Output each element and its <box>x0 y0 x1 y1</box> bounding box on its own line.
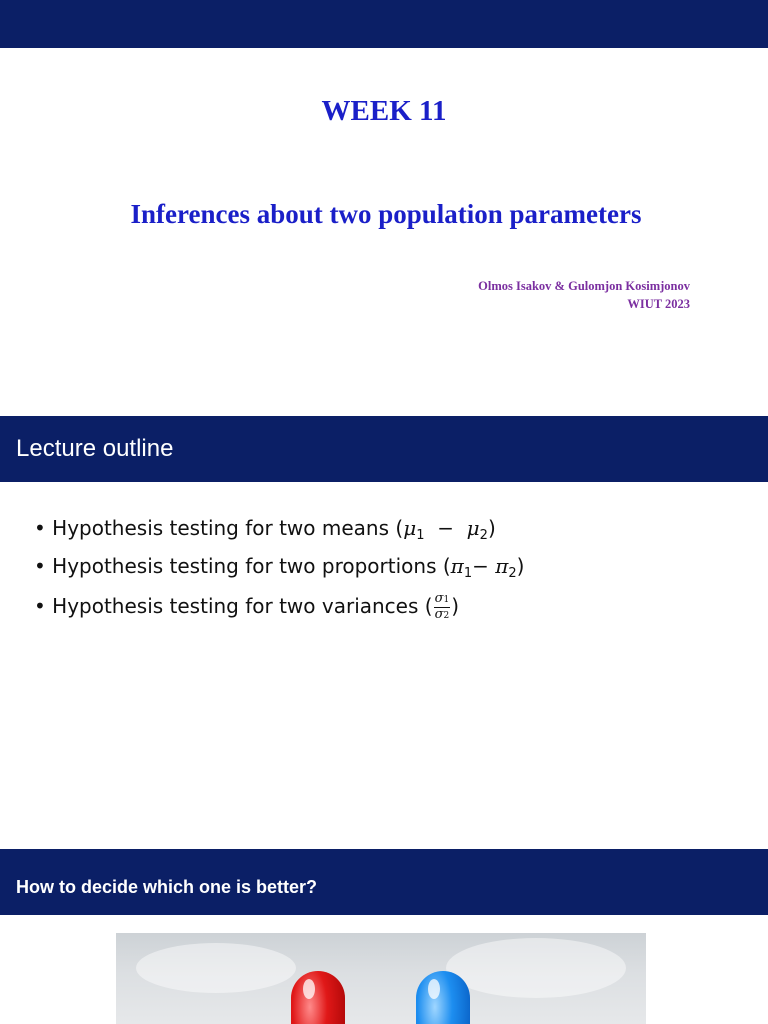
blue-pill <box>416 971 470 1024</box>
pills-photo <box>116 933 646 1024</box>
outline-item-proportions: • Hypothesis testing for two proportions $(\pi_1- \pi_2)$ <box>34 554 525 581</box>
outline-item-variances: • Hypothesis testing for two variances ( $\frac{\sigma 1}{\sigma 2}$ ) <box>34 591 459 622</box>
outline-item-text: Hypothesis testing for two proportions ( <box>52 554 451 578</box>
institution: WIUT 2023 <box>627 297 690 311</box>
outline-header: Lecture outline <box>0 416 768 482</box>
mu-symbol: μ <box>403 516 417 540</box>
top-banner <box>0 0 768 48</box>
bullet: • <box>34 594 46 618</box>
pi-symbol: π <box>450 554 464 578</box>
outline-item-means: • Hypothesis testing for two means $(\mu_1 - \mu_2)$ <box>34 516 496 543</box>
lecture-title: Inferences about two population parameters <box>130 199 642 229</box>
authors: Olmos Isakov & Gulomjon Kosimjonov <box>478 279 690 293</box>
red-pill <box>291 971 345 1024</box>
bullet: • <box>34 516 46 540</box>
outline-item-text: Hypothesis testing for two means ( <box>52 516 404 540</box>
bullet: • <box>34 554 46 578</box>
variance-ratio: $\frac{\sigma 1}{\sigma 2}$ <box>434 591 450 622</box>
week-title: WEEK 11 <box>321 95 447 127</box>
question-header: How to decide which one is better? <box>0 849 768 915</box>
outline-item-text: Hypothesis testing for two variances ( <box>52 594 433 618</box>
